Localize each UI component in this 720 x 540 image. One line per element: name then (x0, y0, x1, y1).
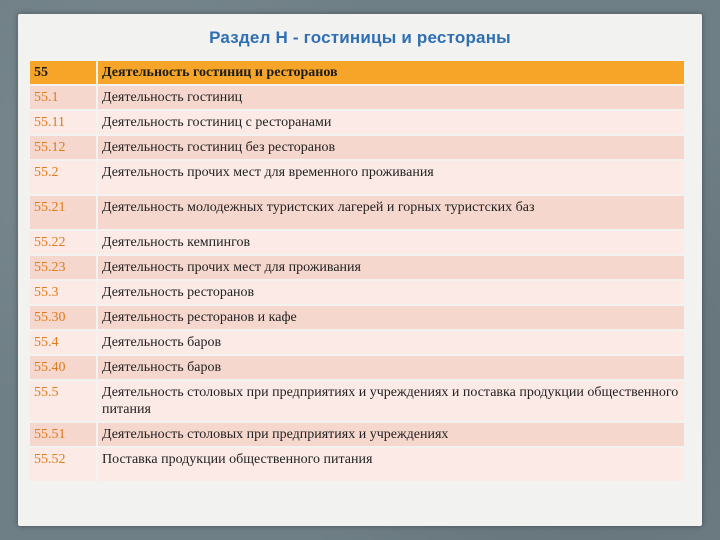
table-row (30, 331, 684, 354)
table-row (30, 281, 684, 304)
row-code: 55.2 (30, 161, 96, 194)
row-code: 55.1 (30, 86, 96, 109)
slide-paper (18, 14, 702, 526)
page-title: Раздел Н - гостиницы и рестораны (209, 28, 511, 47)
row-description: Деятельность ресторанов (96, 281, 684, 304)
table-row (30, 196, 684, 229)
row-code: 55.21 (30, 196, 96, 229)
row-code: 55.22 (30, 231, 96, 254)
row-code: 55 (30, 61, 96, 84)
row-description: Деятельность гостиниц (96, 86, 684, 109)
row-code: 55.5 (30, 381, 96, 421)
row-description: Деятельность гостиниц и ресторанов (96, 61, 684, 84)
row-description: Деятельность столовых при предприятиях и учреждениях (96, 423, 684, 446)
row-description: Деятельность баров (96, 356, 684, 379)
row-description: Деятельность столовых при предприятиях и учреждениях и поставка продукции общественного питания (96, 381, 684, 421)
row-code: 55.30 (30, 306, 96, 329)
table-row (30, 86, 684, 109)
classification-table (30, 59, 684, 483)
table-row (30, 306, 684, 329)
row-code: 55.11 (30, 111, 96, 134)
row-description: Деятельность гостиниц без ресторанов (96, 136, 684, 159)
table-row (30, 231, 684, 254)
table-row (30, 423, 684, 446)
row-code: 55.3 (30, 281, 96, 304)
row-description: Деятельность прочих мест для временного проживания (96, 161, 684, 194)
row-description: Деятельность молодежных туристских лагерей и горных туристских баз (96, 196, 684, 229)
table-row (30, 356, 684, 379)
table-row (30, 381, 684, 421)
row-description: Деятельность прочих мест для проживания (96, 256, 684, 279)
row-description: Поставка продукции общественного питания (96, 448, 684, 481)
row-code: 55.4 (30, 331, 96, 354)
row-code: 55.51 (30, 423, 96, 446)
row-code: 55.52 (30, 448, 96, 481)
table-row (30, 111, 684, 134)
row-code: 55.12 (30, 136, 96, 159)
table-row (30, 161, 684, 194)
row-code: 55.23 (30, 256, 96, 279)
table-row (30, 256, 684, 279)
table-row (30, 136, 684, 159)
row-description: Деятельность ресторанов и кафе (96, 306, 684, 329)
table-row (30, 448, 684, 481)
table-row-header (30, 61, 684, 84)
row-description: Деятельность кемпингов (96, 231, 684, 254)
row-description: Деятельность гостиниц с ресторанами (96, 111, 684, 134)
row-description: Деятельность баров (96, 331, 684, 354)
row-code: 55.40 (30, 356, 96, 379)
